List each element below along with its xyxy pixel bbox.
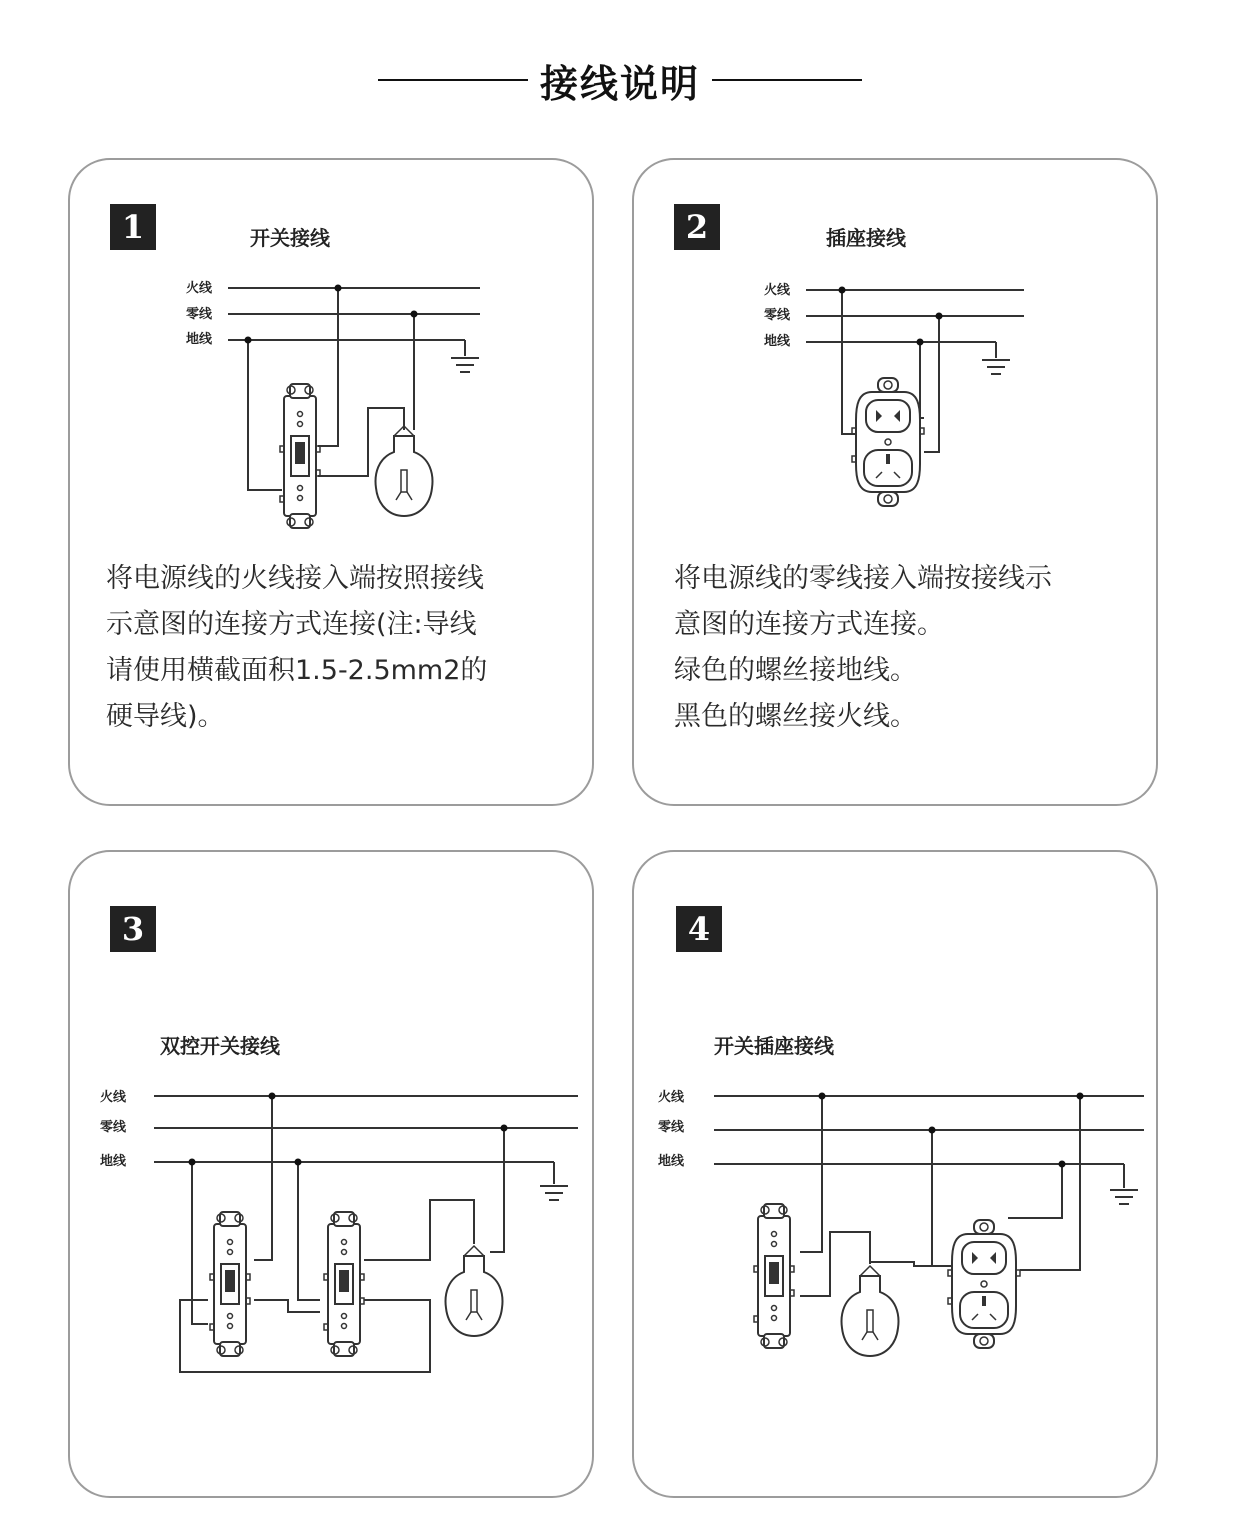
socket-wiring-diagram <box>634 160 1160 560</box>
diagram-title: 插座接线 <box>826 226 906 250</box>
description-text <box>674 556 1052 740</box>
socket-outlet-icon <box>852 378 924 506</box>
page-title-text: 接线说明 <box>539 60 700 106</box>
step-number-badge: 3 <box>110 906 156 952</box>
page-title <box>0 52 1240 108</box>
label-live-wire: 火线 <box>186 281 213 296</box>
panel-switch-socket-wiring <box>632 850 1158 1498</box>
description-line: 将电源线的火线接入端按照接线 <box>106 563 484 594</box>
diagram-title: 开关接线 <box>250 226 330 250</box>
title-rule-right <box>712 79 862 81</box>
step-number-badge: 4 <box>676 906 722 952</box>
label-live-wire: 火线 <box>100 1090 127 1105</box>
wires <box>800 1096 1080 1296</box>
label-ground-wire: 地线 <box>764 334 791 349</box>
label-neutral-wire: 零线 <box>764 308 791 323</box>
label-ground-wire: 地线 <box>186 332 213 347</box>
label-ground-wire: 地线 <box>658 1154 685 1169</box>
socket-outlet-icon <box>948 1220 1020 1348</box>
ground-symbol-icon <box>451 358 479 372</box>
switch-wiring-diagram <box>70 160 596 560</box>
label-neutral-wire: 零线 <box>658 1120 685 1135</box>
step-number-badge: 2 <box>674 204 720 250</box>
panel-switch-wiring <box>68 158 594 806</box>
description-line: 示意图的连接方式连接(注:导线 <box>106 609 477 640</box>
description-line: 将电源线的零线接入端按接线示 <box>674 563 1052 594</box>
switch-a-icon <box>210 1212 250 1356</box>
step-number-badge: 1 <box>110 204 156 250</box>
description-line: 黑色的螺丝接火线。 <box>674 701 917 732</box>
panel-socket-wiring <box>632 158 1158 806</box>
label-neutral-wire: 零线 <box>186 307 213 322</box>
light-bulb-icon <box>446 1246 503 1336</box>
description-line: 意图的连接方式连接。 <box>674 609 944 640</box>
ground-symbol-icon <box>982 360 1010 374</box>
switch-b-icon <box>324 1212 364 1356</box>
description-line: 绿色的螺丝接地线。 <box>674 655 917 686</box>
diagram-title: 双控开关接线 <box>160 1034 280 1058</box>
description-text <box>106 556 487 740</box>
ground-symbol-icon <box>1110 1190 1138 1204</box>
light-bulb-icon <box>842 1266 899 1356</box>
diagram-title: 开关插座接线 <box>714 1034 834 1058</box>
description-line: 请使用横截面积1.5-2.5mm2的 <box>106 655 488 686</box>
description-line: 硬导线)。 <box>106 701 225 732</box>
label-live-wire: 火线 <box>764 283 791 298</box>
title-rule-left <box>378 79 528 81</box>
label-ground-wire: 地线 <box>100 1154 127 1169</box>
label-live-wire: 火线 <box>658 1090 685 1105</box>
switch-socket-diagram <box>634 852 1160 1412</box>
two-way-switch-diagram <box>70 852 596 1412</box>
switch-icon <box>754 1204 794 1348</box>
ground-symbol-icon <box>540 1186 568 1200</box>
panel-two-way-switch-wiring <box>68 850 594 1498</box>
label-neutral-wire: 零线 <box>100 1120 127 1135</box>
switch-icon <box>280 384 320 528</box>
light-bulb-icon <box>376 426 433 516</box>
